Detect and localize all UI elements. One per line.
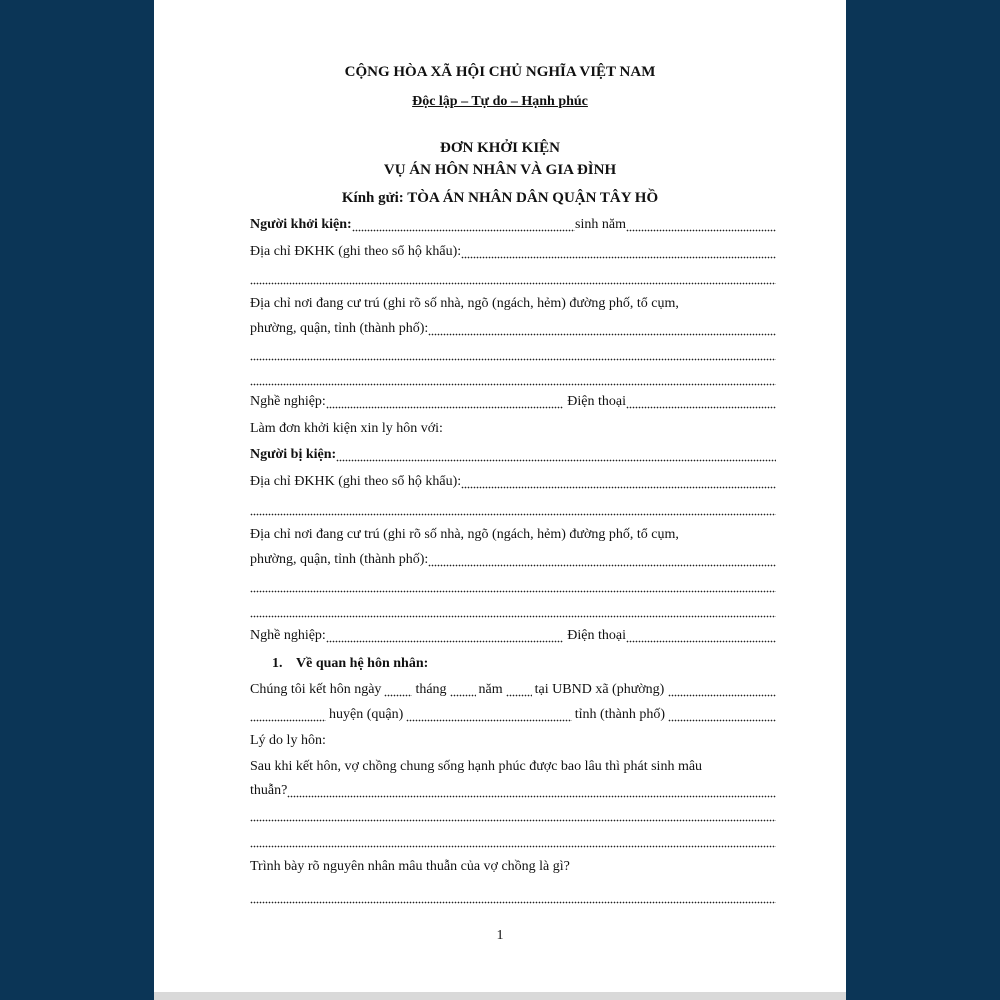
plaintiff-name-line bbox=[250, 216, 776, 234]
question-1-answer-line bbox=[250, 782, 776, 800]
defendant-name-line bbox=[250, 446, 776, 464]
province-field[interactable] bbox=[668, 706, 776, 724]
motto-wrap bbox=[154, 94, 846, 110]
defendant-address-reg-line bbox=[250, 473, 776, 491]
question-1-answer-field[interactable] bbox=[287, 782, 776, 800]
district-field[interactable] bbox=[406, 706, 572, 724]
recipient-label: Kính gửi: bbox=[341, 190, 404, 206]
plaintiff-address-reg-cont bbox=[250, 269, 776, 287]
defendant-address-live-field-2[interactable] bbox=[250, 577, 776, 595]
plaintiff-address-reg-field[interactable] bbox=[461, 243, 776, 261]
defendant-address-live-line bbox=[250, 551, 776, 569]
recipient-line bbox=[154, 190, 846, 207]
province-label: tỉnh (thành phố) bbox=[574, 707, 665, 722]
plaintiff-job-line bbox=[250, 393, 776, 411]
plaintiff-address-live-cont-1 bbox=[250, 345, 776, 363]
plaintiff-address-live-line bbox=[250, 320, 776, 338]
defendant-address-reg-cont bbox=[250, 500, 776, 518]
motto: Độc lập – Tự do – Hạnh phúc bbox=[412, 94, 588, 109]
question-1-answer-cont-2 bbox=[250, 832, 776, 850]
reason-label: Lý do ly hôn: bbox=[250, 733, 326, 748]
plaintiff-address-reg-line bbox=[250, 243, 776, 261]
commune-field-cont[interactable] bbox=[250, 706, 326, 724]
question-1-text-cont: thuẫn? bbox=[250, 783, 288, 798]
recipient: TÒA ÁN NHÂN DÂN QUẬN TÂY HỒ bbox=[407, 190, 659, 206]
defendant-phone-label: Điện thoại bbox=[567, 628, 626, 643]
section-1-heading bbox=[272, 655, 798, 673]
defendant-address-live-field-3[interactable] bbox=[250, 602, 776, 620]
year-label: năm bbox=[478, 682, 503, 697]
title-line-2: VỤ ÁN HÔN NHÂN VÀ GIA ĐÌNH bbox=[383, 162, 617, 178]
question-2-answer-line bbox=[250, 888, 776, 906]
marriage-day-field[interactable] bbox=[384, 681, 412, 699]
defendant-name-field[interactable] bbox=[336, 446, 776, 464]
marriage-date-line bbox=[250, 681, 776, 699]
divorce-request: Làm đơn khởi kiện xin ly hôn với: bbox=[250, 421, 443, 436]
plaintiff-name-field[interactable] bbox=[352, 216, 575, 234]
defendant-phone-field[interactable] bbox=[626, 627, 776, 645]
month-label: tháng bbox=[415, 682, 447, 697]
defendant-address-reg-field[interactable] bbox=[461, 473, 776, 491]
defendant-job-label: Nghề nghiệp: bbox=[250, 628, 326, 643]
defendant-job-line bbox=[250, 627, 776, 645]
question-2-text: Trình bày rõ nguyên nhân mâu thuẫn của vợ chồng là gì? bbox=[250, 859, 570, 874]
question-1-answer-cont-1 bbox=[250, 806, 776, 824]
plaintiff-phone-label: Điện thoại bbox=[567, 394, 626, 409]
marriage-year-field[interactable] bbox=[506, 681, 532, 699]
section-1-number: 1. bbox=[272, 656, 283, 671]
defendant-address-live-label: phường, quận, tỉnh (thành phố): bbox=[250, 552, 429, 567]
defendant-address-reg-field-2[interactable] bbox=[250, 500, 776, 518]
plaintiff-birth-label: sinh năm bbox=[575, 217, 626, 232]
defendant-address-live-text: Địa chỉ nơi đang cư trú (ghi rõ số nhà, ngõ (ngách, hẻm) đường phố, tổ cụm, bbox=[250, 527, 679, 542]
ubnd-label: tại UBND xã (phường) bbox=[534, 682, 665, 697]
page-gap bbox=[154, 992, 846, 1000]
plaintiff-address-live-field-2[interactable] bbox=[250, 345, 776, 363]
plaintiff-birth-field[interactable] bbox=[626, 216, 776, 234]
section-1-title: Về quan hệ hôn nhân: bbox=[296, 656, 429, 671]
defendant-address-reg-label: Địa chỉ ĐKHK (ghi theo sổ hộ khẩu): bbox=[250, 474, 462, 489]
plaintiff-job-label: Nghề nghiệp: bbox=[250, 394, 326, 409]
question-2-answer-field[interactable] bbox=[250, 888, 776, 906]
defendant-address-live-field[interactable] bbox=[428, 551, 776, 569]
page-number: 1 bbox=[496, 928, 504, 943]
plaintiff-address-live-field[interactable] bbox=[428, 320, 776, 338]
plaintiff-address-live-cont-2 bbox=[250, 370, 776, 388]
defendant-address-live-cont-1 bbox=[250, 577, 776, 595]
plaintiff-address-reg-field-2[interactable] bbox=[250, 269, 776, 287]
plaintiff-address-reg-label: Địa chỉ ĐKHK (ghi theo sổ hộ khẩu): bbox=[250, 244, 462, 259]
plaintiff-phone-field[interactable] bbox=[626, 393, 776, 411]
plaintiff-job-field[interactable] bbox=[326, 393, 563, 411]
country-name: CỘNG HÒA XÃ HỘI CHỦ NGHĨA VIỆT NAM bbox=[344, 64, 656, 80]
document-page bbox=[154, 0, 846, 992]
plaintiff-address-live-label: phường, quận, tỉnh (thành phố): bbox=[250, 321, 429, 336]
question-1-text: Sau khi kết hôn, vợ chồng chung sống hạnh phúc được bao lâu thì phát sinh mâu bbox=[250, 759, 703, 774]
married-prefix: Chúng tôi kết hôn ngày bbox=[250, 682, 382, 697]
plaintiff-address-live-text: Địa chỉ nơi đang cư trú (ghi rõ số nhà, ngõ (ngách, hẻm) đường phố, tổ cụm, bbox=[250, 296, 679, 311]
defendant-job-field[interactable] bbox=[326, 627, 563, 645]
question-1-answer-field-2[interactable] bbox=[250, 806, 776, 824]
question-1-answer-field-3[interactable] bbox=[250, 832, 776, 850]
plaintiff-name-label: Người khởi kiện: bbox=[250, 217, 352, 232]
defendant-name-label: Người bị kiện: bbox=[250, 447, 337, 462]
district-label: huyện (quận) bbox=[329, 707, 404, 722]
ubnd-field[interactable] bbox=[668, 681, 776, 699]
defendant-address-live-cont-2 bbox=[250, 602, 776, 620]
plaintiff-address-live-field-3[interactable] bbox=[250, 370, 776, 388]
marriage-month-field[interactable] bbox=[450, 681, 476, 699]
marriage-place-line bbox=[250, 706, 776, 724]
title-line-1: ĐƠN KHỞI KIỆN bbox=[439, 140, 560, 156]
